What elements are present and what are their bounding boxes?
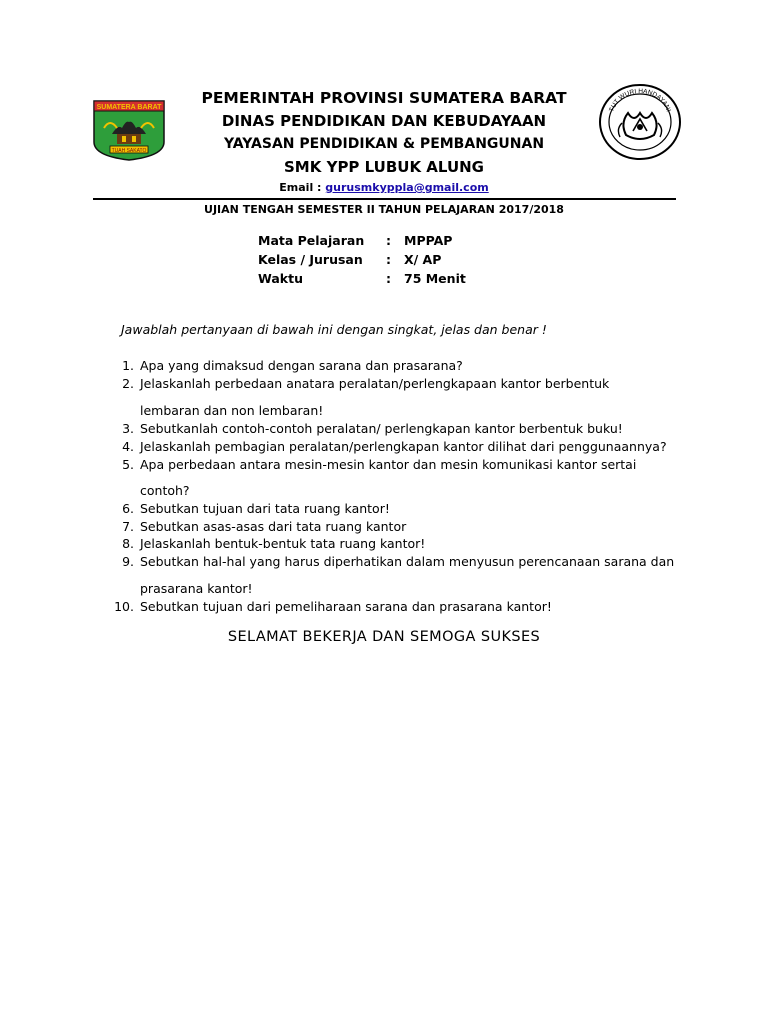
- question-number: 4.: [122, 439, 134, 454]
- info-value: X/ AP: [404, 252, 442, 267]
- question-text: Jelaskanlah bentuk-bentuk tata ruang kantor!: [140, 536, 426, 551]
- header-line-4: SMK YPP LUBUK ALUNG: [284, 158, 484, 176]
- email-link[interactable]: gurusmkyppla@gmail.com: [325, 181, 489, 194]
- svg-text:TUAH SAKATO: TUAH SAKATO: [111, 148, 147, 154]
- question-number: 2.: [122, 376, 134, 391]
- question-number: 7.: [122, 519, 134, 534]
- question-text: Jelaskanlah perbedaan anatara peralatan/perlengkapaan kantor berbentuk: [140, 376, 610, 391]
- question-text-continued: prasarana kantor!: [140, 581, 253, 596]
- question-number: 8.: [122, 536, 134, 551]
- question-number: 5.: [122, 457, 134, 472]
- question-text: Sebutkan hal-hal yang harus diperhatikan dalam menyusun perencanaan sarana dan: [140, 554, 675, 569]
- question-number: 10.: [114, 599, 134, 614]
- info-row: [258, 231, 478, 250]
- info-separator: :: [386, 271, 391, 286]
- info-value: MPPAP: [404, 233, 453, 248]
- info-row: [258, 250, 478, 269]
- question-text: Sebutkanlah contoh-contoh peralatan/ perlengkapan kantor berbentuk buku!: [140, 421, 623, 436]
- question-text: Apa yang dimaksud dengan sarana dan prasarana?: [140, 358, 463, 373]
- question-text: Sebutkan asas-asas dari tata ruang kantor: [140, 519, 407, 534]
- question-number: 9.: [122, 554, 134, 569]
- email-label: Email :: [279, 181, 322, 194]
- question-number: 6.: [122, 501, 134, 516]
- header-line-1: PEMERINTAH PROVINSI SUMATERA BARAT: [201, 89, 567, 107]
- info-value: 75 Menit: [404, 271, 466, 286]
- email-line: [0, 181, 768, 194]
- header-line-3: YAYASAN PENDIDIKAN & PEMBANGUNAN: [223, 136, 545, 152]
- question-number: 1.: [122, 358, 134, 373]
- svg-text:TUT WURI HANDAYANI: TUT WURI HANDAYANI: [608, 87, 672, 113]
- closing-message: SELAMAT BEKERJA DAN SEMOGA SUKSES: [227, 629, 541, 645]
- question-number: 3.: [122, 421, 134, 436]
- info-label: Mata Pelajaran: [258, 233, 365, 248]
- info-label: Kelas / Jurusan: [258, 252, 363, 267]
- info-separator: :: [386, 233, 391, 248]
- info-separator: :: [386, 252, 391, 267]
- question-text: Sebutkan tujuan dari tata ruang kantor!: [140, 501, 390, 516]
- header-line-2: DINAS PENDIDIKAN DAN KEBUDAYAAN: [221, 112, 547, 130]
- question-text-continued: lembaran dan non lembaran!: [140, 403, 324, 418]
- question-text: Sebutkan tujuan dari pemeliharaan sarana dan prasarana kantor!: [140, 599, 552, 614]
- info-block: [258, 231, 478, 288]
- info-row: [258, 269, 478, 288]
- exam-title: UJIAN TENGAH SEMESTER II TAHUN PELAJARAN 2017/2018: [204, 203, 564, 216]
- instruction: Jawablah pertanyaan di bawah ini dengan singkat, jelas dan benar !: [121, 322, 547, 337]
- question-text: Jelaskanlah pembagian peralatan/perlengkapan kantor dilihat dari penggunaannya?: [140, 439, 667, 454]
- svg-text:SUMATERA BARAT: SUMATERA BARAT: [96, 104, 162, 111]
- question-text: Apa perbedaan antara mesin-mesin kantor dan mesin komunikasi kantor sertai: [140, 457, 637, 472]
- header-rule: [93, 198, 676, 200]
- info-label: Waktu: [258, 271, 303, 286]
- question-text-continued: contoh?: [140, 483, 190, 498]
